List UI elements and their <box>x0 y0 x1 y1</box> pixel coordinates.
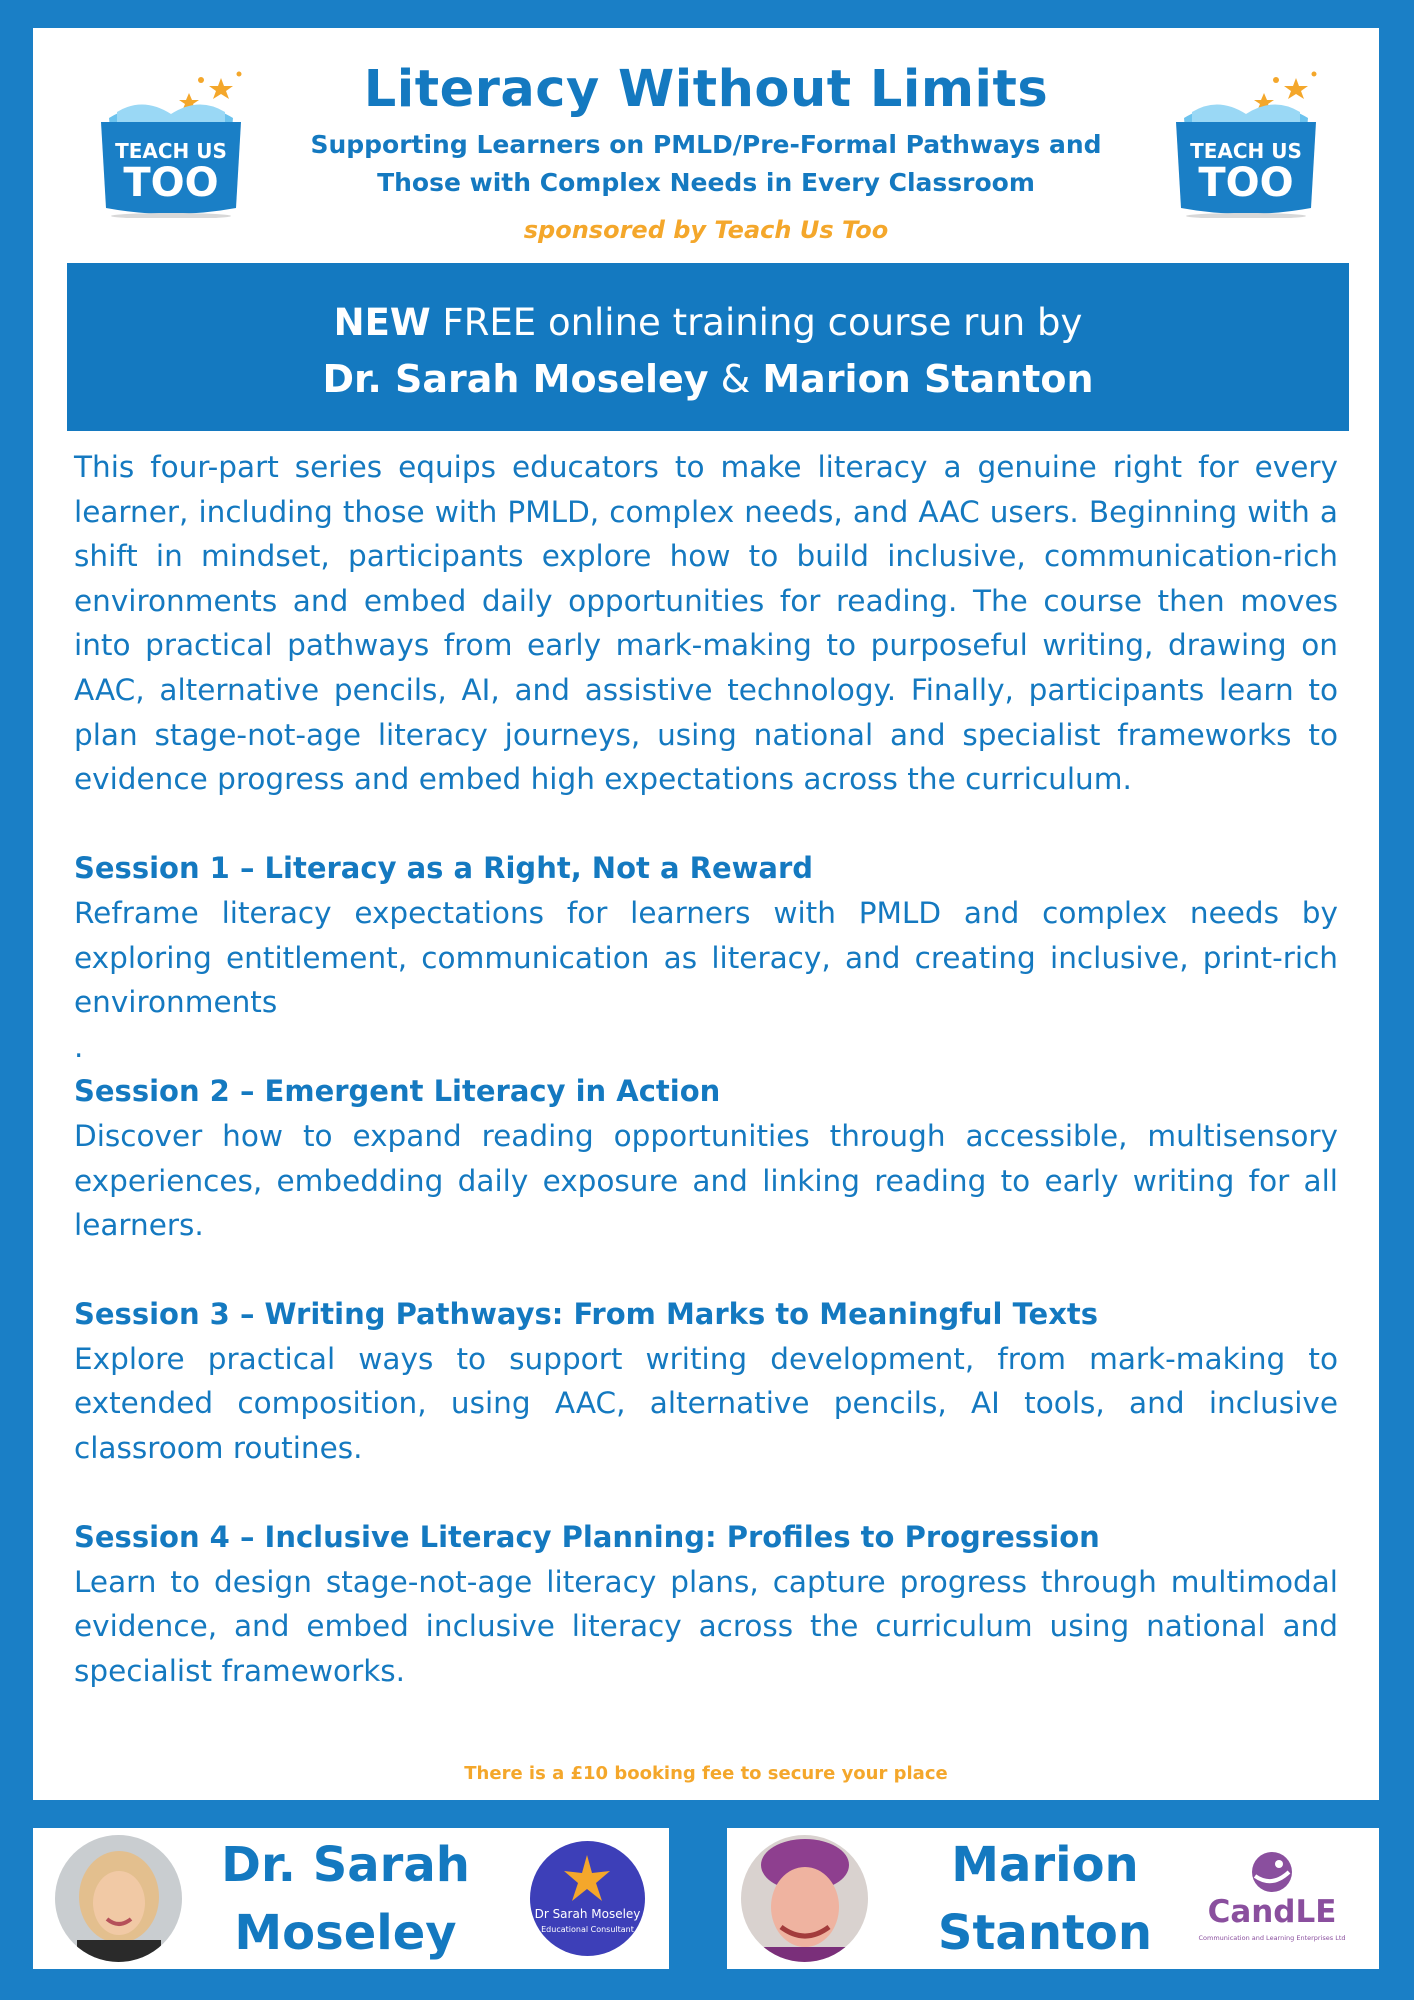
marion-name-line-1: Marion <box>951 1837 1139 1893</box>
presenter-card-sarah <box>33 1828 669 1969</box>
sarah-photo <box>55 1835 182 1962</box>
candle-hands-icon <box>1187 1850 1357 1896</box>
presenter-card-marion <box>727 1828 1379 1969</box>
sarah-name <box>193 1831 498 1967</box>
banner-line-1 <box>67 301 1349 344</box>
booking-fee-note: There is a £10 booking fee to secure your place <box>464 1763 948 1784</box>
banner-line-2 <box>67 357 1349 401</box>
new-label: NEW <box>333 301 431 344</box>
marion-photo <box>741 1835 868 1962</box>
sponsor-note: sponsored by Teach Us Too <box>523 216 889 244</box>
session-4-body: Learn to design stage-not-age literacy plans, capture progress through multimodal evidence, and embed inclusive literacy across the curriculum using national and specialist frameworks. <box>74 1564 1338 1689</box>
stray-dot: . <box>74 1029 84 1064</box>
course-description <box>74 445 1338 1694</box>
starfish-icon <box>530 1841 645 1911</box>
ampersand: & <box>708 357 763 401</box>
logo-left-text-bottom: TOO <box>123 160 219 206</box>
sarah-name-line-2: Moseley <box>234 1905 457 1961</box>
page-title: Literacy Without Limits <box>363 60 1049 119</box>
candle-tagline: Communication and Learning Enterprises Ltd <box>1198 1934 1346 1942</box>
sarah-name-line-1: Dr. Sarah <box>221 1837 470 1893</box>
banner-line-1-text: FREE online training course run by <box>430 301 1083 344</box>
presenter-1-name: Dr. Sarah Moseley <box>322 357 709 401</box>
presenter-2-name: Marion Stanton <box>762 357 1094 401</box>
subtitle-line-2: Those with Complex Needs in Every Classroom <box>377 168 1035 197</box>
badge-name: Dr Sarah Moseley <box>534 1907 641 1921</box>
session-4-heading: Session 4 – Inclusive Literacy Planning: Profiles to Progression <box>74 1520 1100 1555</box>
sarah-moseley-consultant-logo <box>530 1841 645 1956</box>
session-3-body: Explore practical ways to support writing development, from mark-making to extended composition, using AAC, alternative pencils, AI tools, and inclusive classroom routines. <box>74 1341 1338 1466</box>
logo-left-text-top: TEACH US <box>115 139 227 163</box>
session-2-body: Discover how to expand reading opportunities through accessible, multisensory experiences, embedding daily exposure and linking reading to early writing for all learners. <box>74 1118 1338 1243</box>
marion-name-line-2: Stanton <box>937 1905 1153 1961</box>
session-1-body: Reframe literacy expectations for learners with PMLD and complex needs by exploring entitlement, communication as literacy, and creating inclusive, print-rich environments <box>74 895 1338 1020</box>
intro-paragraph: This four-part series equips educators to make literacy a genuine right for every learner, including those with PMLD, complex needs, and AAC users. Beginning with a shift in mindset, participants explore how to build inclusive, communication-rich environments and embed daily opportunities for reading. The course then moves into practical pathways from early mark-making to purposeful writing, drawing on AAC, alternative pencils, AI, and assistive technology. Finally, participants learn to plan stage-not-age literacy journeys, using national and specialist frameworks to evidence progress and embed high expectations across the curriculum. <box>74 450 1338 797</box>
logo-right-text-bottom: TOO <box>1198 160 1294 206</box>
session-3-heading: Session 3 – Writing Pathways: From Marks to Meaningful Texts <box>74 1297 1099 1332</box>
candle-logo <box>1187 1850 1357 1950</box>
marion-name <box>915 1831 1175 1967</box>
session-2-heading: Session 2 – Emergent Literacy in Action <box>74 1074 721 1109</box>
poster-panel <box>33 28 1379 1800</box>
course-banner <box>67 263 1349 431</box>
candle-wordmark: CandLE <box>1207 1894 1337 1930</box>
badge-role: Educational Consultant <box>541 1925 634 1934</box>
session-1-heading: Session 1 – Literacy as a Right, Not a Reward <box>74 851 814 886</box>
logo-right-text-top: TEACH US <box>1190 139 1302 163</box>
page-subtitle <box>33 126 1379 202</box>
subtitle-line-1: Supporting Learners on PMLD/Pre-Formal Pathways and <box>310 130 1102 159</box>
